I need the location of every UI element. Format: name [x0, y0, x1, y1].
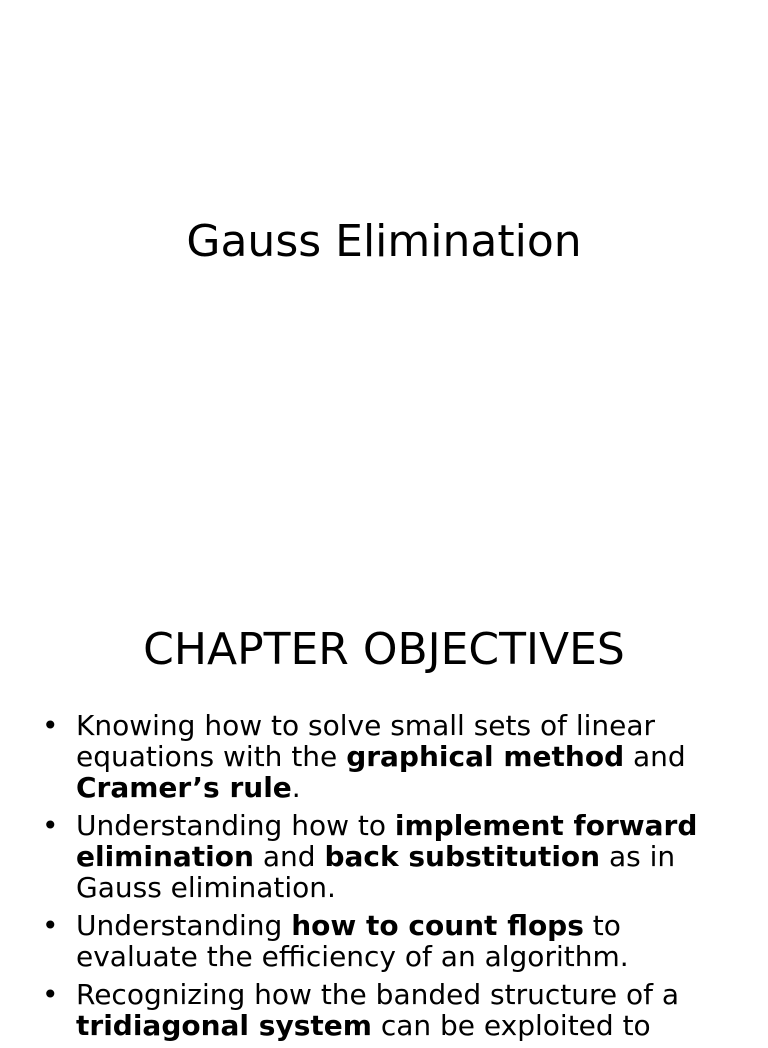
objective-text: Understanding — [76, 909, 292, 942]
objective-item — [42, 810, 732, 903]
bullet-icon: • — [42, 909, 59, 942]
bullet-icon: • — [42, 809, 59, 842]
objective-text: to evaluate the efficiency of an algorithm. — [76, 909, 629, 973]
section-heading: CHAPTER OBJECTIVES — [143, 624, 625, 675]
bullet-icon: • — [42, 709, 59, 742]
objective-text: can be exploited to — [371, 1009, 651, 1042]
objectives-list — [42, 710, 732, 1048]
objective-emphasis: implement forward elimination — [76, 809, 698, 873]
objective-text: . — [291, 771, 301, 804]
objective-text: Knowing how to solve small sets of linear equations with the — [76, 709, 656, 773]
objective-item — [42, 910, 732, 972]
objective-emphasis: graphical method — [346, 740, 625, 773]
objective-text: Understanding how to — [76, 809, 395, 842]
slide-title: Gauss Elimination — [186, 216, 582, 267]
objective-item — [42, 979, 732, 1041]
objective-text: Recognizing how the banded structure of a — [76, 978, 680, 1011]
objective-text: and — [253, 840, 325, 873]
objective-text: and — [624, 740, 686, 773]
objective-emphasis: back substitution — [324, 840, 601, 873]
bullet-icon: • — [42, 978, 59, 1011]
objective-emphasis: Cramer’s rule — [76, 771, 292, 804]
objective-emphasis: how to count flops — [291, 909, 584, 942]
objective-item — [42, 710, 732, 803]
objective-text: as in Gauss elimination. — [76, 840, 676, 904]
objective-emphasis: tridiagonal system — [76, 1009, 372, 1042]
